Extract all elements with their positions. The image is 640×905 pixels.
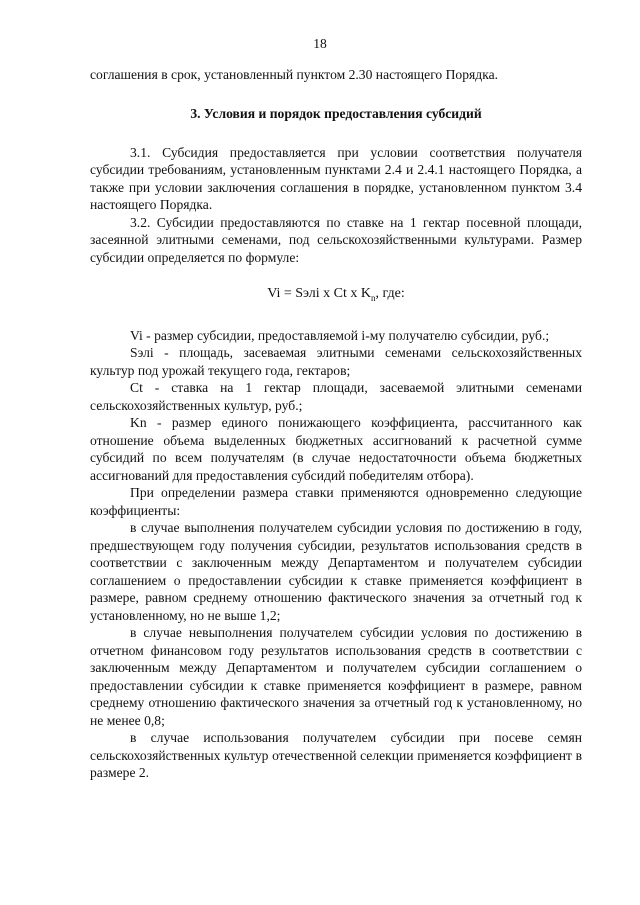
definition-vi: Vi - размер субсидии, предоставляемой i-му получателю субсидии, руб.;	[130, 327, 550, 343]
definition-ct: Ct - ставка на 1 гектар площади, засеваемой элитными семенами сельскохозяйственных культур, руб.;	[90, 380, 582, 413]
page-number: 18	[313, 36, 327, 51]
paragraph-3-2: 3.2. Субсидии предоставляются по ставке на 1 гектар посевной площади, засеянной элитными семенами, под сельскохозяйственными культурами. Размер субсидии определяется по формуле:	[90, 214, 582, 265]
formula-tail: , где:	[375, 286, 405, 301]
section-heading: 3. Условия и порядок предоставления субсидий	[190, 105, 482, 121]
coefficient-not-fulfilled: в случае невыполнения получателем субсидии условия по достижению в отчетном финансовом году результатов использования средств в соответствии с заключенным между Департаментом и получателем субсидии соглашением о предоставлении субсидии к ставке применяется коэффициент в размере, равном среднему отношению фактического значения за отчетный год к установленному, но не менее 0,8;	[90, 625, 582, 728]
definition-s: Sэлi - площадь, засеваемая элитными семенами сельскохозяйственных культур под урожай текущего года, гектаров;	[90, 345, 582, 378]
formula-main: Vi = Sэлi x Ct x K	[267, 286, 372, 301]
coefficient-fulfilled: в случае выполнения получателем субсидии условия по достижению в году, предшествующем году получения субсидии, результатов использования средств в соответствии с заключенным между Департаментом и получателем субсидии соглашением о предоставлении субсидии к ставке применяется коэффициент в размере, равном среднему отношению фактического значения за отчетный год к установленному, но не выше 1,2;	[90, 520, 582, 623]
subsidy-formula	[90, 285, 582, 307]
page-body	[90, 66, 582, 782]
definition-kn: Kn - размер единого понижающего коэффициента, рассчитанного как отношение объема выделенных бюджетных ассигнований к расчетной сумме субсидий по всем получателям (в случае недостаточности объема бюджетных ассигнований для предоставления субсидий победителям отбора).	[90, 415, 582, 483]
coefficients-intro: При определении размера ставки применяются одновременно следующие коэффициенты:	[90, 485, 582, 518]
formula-subscript: n	[371, 292, 376, 303]
paragraph-3-1: 3.1. Субсидия предоставляется при условии соответствия получателя субсидии требованиям, установленным пунктами 2.4 и 2.4.1 настоящего Порядка, а также при условии заключения соглашения в порядке, установленном пунктом 3.4 настоящего Порядка.	[90, 144, 582, 212]
carry-over-text: соглашения в срок, установленный пунктом 2.30 настоящего Порядка.	[90, 67, 499, 82]
coefficient-domestic-seeds: в случае использования получателем субсидии при посеве семян сельскохозяйственных культур отечественной селекции применяется коэффициент в размере 2.	[90, 730, 582, 781]
